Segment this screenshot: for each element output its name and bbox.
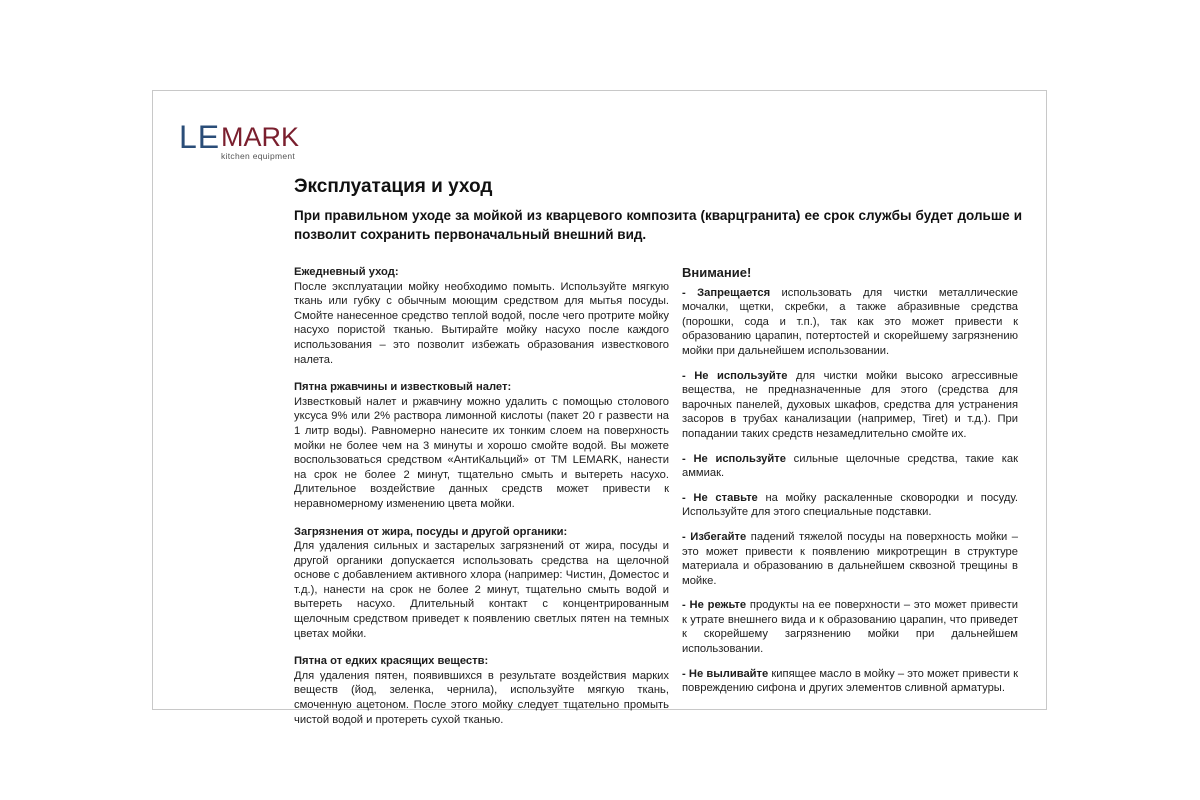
warning-item xyxy=(682,491,1018,520)
warning-keyword: Избегайте xyxy=(690,530,747,543)
warning-keyword: Не используйте xyxy=(694,369,788,382)
section-text: Для удаления пятен, появившихся в результате воздействия марких веществ (йод, зеленка, чернила), используйте мягкую ткань, смоченную ацетоном. После этого мойку следует тщательно промыть чистой водой и протереть сухой тканью. xyxy=(294,669,669,726)
logo-mark-text: MARK xyxy=(221,122,300,152)
warning-dash: - xyxy=(682,286,698,299)
logo-subtitle: kitchen equipment xyxy=(221,151,296,161)
section-heading: Пятна от едких красящих веществ: xyxy=(294,655,489,668)
warning-dash: - xyxy=(682,369,695,382)
section-heading: Ежедневный уход: xyxy=(294,266,399,278)
warning-text: для чистки мойки высоко агрессивные вещества, не предназначенные для этого (средства для варочных панелей, духовых шкафов, средства для устранения засоров в трубах канализации (например, Tiret) и т.д.). При попадании таких средств незамедлительно смойте их. xyxy=(682,369,1018,440)
warning-keyword: Не ставьте xyxy=(693,491,758,504)
warning-dash: - xyxy=(682,599,690,612)
page-title: Эксплуатация и уход xyxy=(294,176,493,197)
section-text: Известковый налет и ржавчину можно удалить с помощью столового уксуса 9% или 2% раствора лимонной кислоты (пакет 20 г развести на 1 литр воды). Равномерно нанесите их тонким слоем на поверхность мойки не более чем на 3 минуты и хорошо смойте водой. Вы можете воспользоваться средством «АнтиКальций» от ТМ LEMARK, нанести на срок не более 2 минут, тщательно смыть и вытереть насухо. Длительное воздействие данных средств может привести к неравномерному изменению цвета мойки. xyxy=(294,395,669,510)
warning-prefix xyxy=(682,492,758,504)
warning-text: продукты на ее поверхности – это может привести к утрате внешнего вида и к образованию царапин, что приведет к скорейшему загрязнению мойки при дальнейшем использовании. xyxy=(682,599,1018,656)
warning-text: сильные щелочные средства, такие как аммиак. xyxy=(682,452,1018,480)
warning-item xyxy=(682,286,1018,359)
document-page xyxy=(152,90,1047,726)
lemark-logo xyxy=(179,119,300,161)
warnings-column xyxy=(682,266,1018,706)
warning-keyword: Не выливайте xyxy=(688,667,769,680)
warning-dash: - xyxy=(682,667,689,680)
warning-keyword: Не используйте xyxy=(693,452,786,465)
warning-text: падений тяжелой посуды на поверхность мойки – это может привести к появлению микротрещин в структуре материала и образованию в дальнейшем сквозной трещины в мойке. xyxy=(682,530,1018,587)
warning-keyword: Не режьте xyxy=(689,599,747,612)
warning-dash: - xyxy=(682,452,694,465)
warning-text: на мойку раскаленные сковородки и посуду. Используйте для этого специальные подставки. xyxy=(682,491,1018,519)
warning-keyword: Запрещается xyxy=(697,286,771,299)
warning-item xyxy=(682,530,1018,588)
section-text: После эксплуатации мойку необходимо помыть. Используйте мягкую ткань или губку с обычным моющим средством для мытья посуды. Смойте нанесенное средство теплой водой, после чего протрите мойку насухо пористой тканью. Вытирайте мойку насухо после каждого использования – это позволит избежать образования известкового налета. xyxy=(294,280,669,366)
warning-text: кипящее масло в мойку – это может привести к повреждению сифона и других элементов сливной арматуры. xyxy=(682,667,1018,695)
warning-item xyxy=(682,598,1018,656)
intro-paragraph: При правильном уходе за мойкой из кварцевого композита (кварцгранита) ее срок службы будет дольше и позволит сохранить первоначальный внешний вид. xyxy=(294,208,1022,242)
warning-item xyxy=(682,667,1018,696)
warning-text: использовать для чистки металлические мочалки, щетки, скребки, а также абразивные средства (порошки, сода и т.п.), так как это может привести к образованию царапин, потертостей и скорейшему загрязнению мойки при дальнейшем использовании. xyxy=(682,286,1018,357)
section-heading: Пятна ржавчины и известковый налет: xyxy=(294,381,512,394)
warning-dash: - xyxy=(682,491,694,504)
warning-prefix xyxy=(682,453,786,465)
section-rust-limescale xyxy=(294,380,669,511)
warning-prefix xyxy=(682,668,768,680)
warnings-title: Внимание! xyxy=(682,265,752,280)
warning-prefix xyxy=(682,531,746,543)
section-text: Для удаления сильных и застарелых загрязнений от жира, посуды и другой органики допускается использовать средства на щелочной основе с добавлением активного хлора (например: Чистин, Доместос и т.д.), нанести на срок не более 2 минут, тщательно смыть водой и вытереть насухо. Длительный контакт с концентрированным щелочным средством приведет к появлению светлых пятен на темных цветах мойки. xyxy=(294,540,669,640)
section-heading: Загрязнения от жира, посуды и другой органики: xyxy=(294,525,568,538)
warning-prefix xyxy=(682,599,746,611)
left-column xyxy=(294,265,669,740)
section-daily-care xyxy=(294,265,669,367)
section-dye-stains xyxy=(294,654,669,727)
logo-le-text: LE xyxy=(179,119,221,155)
warning-item xyxy=(682,369,1018,442)
warning-item xyxy=(682,452,1018,481)
warning-dash: - xyxy=(682,530,691,543)
section-grease-organics xyxy=(294,525,669,642)
warning-prefix xyxy=(682,287,770,299)
warning-prefix xyxy=(682,370,787,382)
